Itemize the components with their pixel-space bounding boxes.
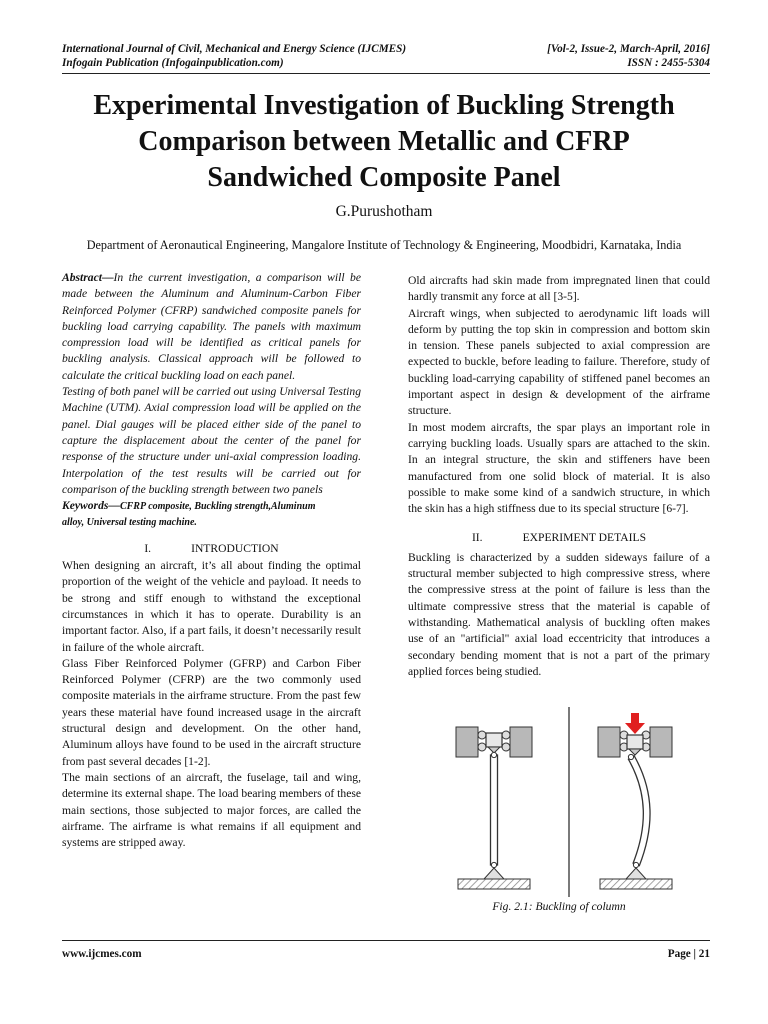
keywords-dash: — — [108, 499, 120, 513]
intro-paragraph-1: When designing an aircraft, it’s all about finding the optimal proportion of the weight of the vehicle and payload. It needs to be strong and stiff enough to withstand the exceptional circumstances in which it has to operate. Durability is an important factor. Also, if a part fails, it doesn’t necessarily result in failure of the whole aircraft. — [62, 559, 361, 654]
section-1-number: I. — [144, 541, 152, 555]
footer-divider — [62, 940, 710, 941]
figure-caption: Fig. 2.1: Buckling of column — [492, 900, 626, 913]
left-column — [62, 270, 361, 851]
title-line-3: Sandwiched Composite Panel — [207, 162, 561, 193]
buckled-column-diagram — [598, 713, 672, 889]
volume-info: [Vol-2, Issue-2, March-April, 2016] — [547, 43, 710, 55]
title-line-2: Comparison between Metallic and CFRP — [138, 126, 630, 157]
journal-header — [62, 42, 406, 70]
straight-column-diagram — [456, 727, 532, 889]
issn-info: ISSN : 2455-5304 — [627, 57, 710, 69]
author-name: G.Purushotham — [335, 203, 433, 220]
intro-paragraph-3: The main sections of an aircraft, the fuselage, tail and wing, determine its external shape. The load bearing members of these main sections, those subjected to major forces, are called the airframe. The airframe is what remains if all equipment and systems are stripped away. — [62, 770, 361, 850]
intro-paragraph-2: Glass Fiber Reinforced Polymer (GFRP) and Carbon Fiber Reinforced Polymer (CFRP) are the two commonly used composite materials in the airframe structure. From the past few years these material have found increased usage in the aircraft structural design and development. On the other hand, Aluminum alloys have found to be used in the aircraft structure from past several decades [1-2]. — [62, 656, 361, 768]
experiment-paragraph: Buckling is characterized by a sudden sideways failure of a structural member subjected to high compressive stress, where the compressive stress at the point of failure is less than the ultimate compressive stress that the material is capable of withstanding. Mathematical analysis of buckling often makes use of an "artificial" axial load eccentricity that introduces a secondary bending moment that is not a part of the primary applied forces being studied. — [408, 550, 710, 678]
abstract-paragraph-1 — [62, 270, 361, 384]
header-divider — [62, 73, 710, 74]
right-column — [408, 273, 710, 680]
abstract-paragraph-2: Testing of both panel will be carried out using Universal Testing Machine (UTM). Axial compression load will be applied on the panel. Dial gauges will be placed either side of the panel to capture the displacement about the center of the panel for response of the structure under uni-axial compression loading. Interpolation of the test results will be carried out for comparison of the buckling strength between two panels — [62, 385, 361, 496]
title-line-1: Experimental Investigation of Buckling Strength — [93, 90, 675, 121]
issue-header — [516, 42, 710, 70]
author-affiliation: Department of Aeronautical Engineering, Mangalore Institute of Technology & Engineering, Moodbidri, Karnataka, India — [86, 238, 682, 252]
abstract-label: Abstract — [62, 271, 102, 284]
section-1-heading — [62, 541, 361, 557]
section-1-title: INTRODUCTION — [191, 541, 279, 555]
section-2-title: EXPERIMENT DETAILS — [522, 531, 647, 545]
keywords — [62, 498, 361, 515]
keywords-text-continued: alloy, Universal testing machine. — [62, 517, 197, 529]
keywords-label: Keywords — [62, 499, 109, 513]
load-arrow-icon — [625, 713, 645, 734]
body-paragraph-2: Aircraft wings, when subjected to aerodynamic lift loads will deform by putting the top skin in compression and bottom skin in tension. These panels subjected to axial compression are expected to buckle, before leading to failure. Therefore, study of buckling load-carrying capability of stiffened panel becomes an important aspect in design & development of the airframe structure. — [408, 306, 710, 418]
publisher-name: Infogain Publication (Infogainpublication.com) — [62, 57, 284, 69]
section-2-heading — [408, 530, 710, 546]
abstract-text-1: In the current investigation, a comparison will be made between the Aluminum and Aluminum-Carbon Fiber Reinforced Polymer (CFRP) sandwiched composite panels for buckling load carrying capability. The panels with maximum compression load will be identified as critical panels for buckling analysis. Classical approach will be followed to calculate the critical buckling load on each panel. — [62, 271, 361, 382]
body-paragraph-3: In most modem aircrafts, the spar plays an important role in carrying buckling loads. Usually spars are attached to the skin. In an integral structure, the skin and stiffeners have been manufactured from one solid block of material. It is also possible to make some kind of a sandwich structure, in which the skin has a high stiffness due to its special structure [6-7]. — [408, 420, 710, 516]
page-number: Page | 21 — [667, 948, 710, 960]
body-paragraph-1: Old aircrafts had skin made from impregnated linen that could hardly transmit any force at all [3-5]. — [408, 274, 710, 304]
journal-name: International Journal of Civil, Mechanical and Energy Science (IJCMES) — [62, 43, 407, 55]
section-2-number: II. — [471, 531, 483, 545]
keywords-text: CFRP composite, Buckling strength,Aluminum — [119, 501, 316, 513]
buckling-column-figure — [438, 707, 700, 897]
abstract-dash: — — [101, 271, 114, 284]
footer-website: www.ijcmes.com — [62, 948, 142, 960]
paper-title — [30, 88, 738, 196]
